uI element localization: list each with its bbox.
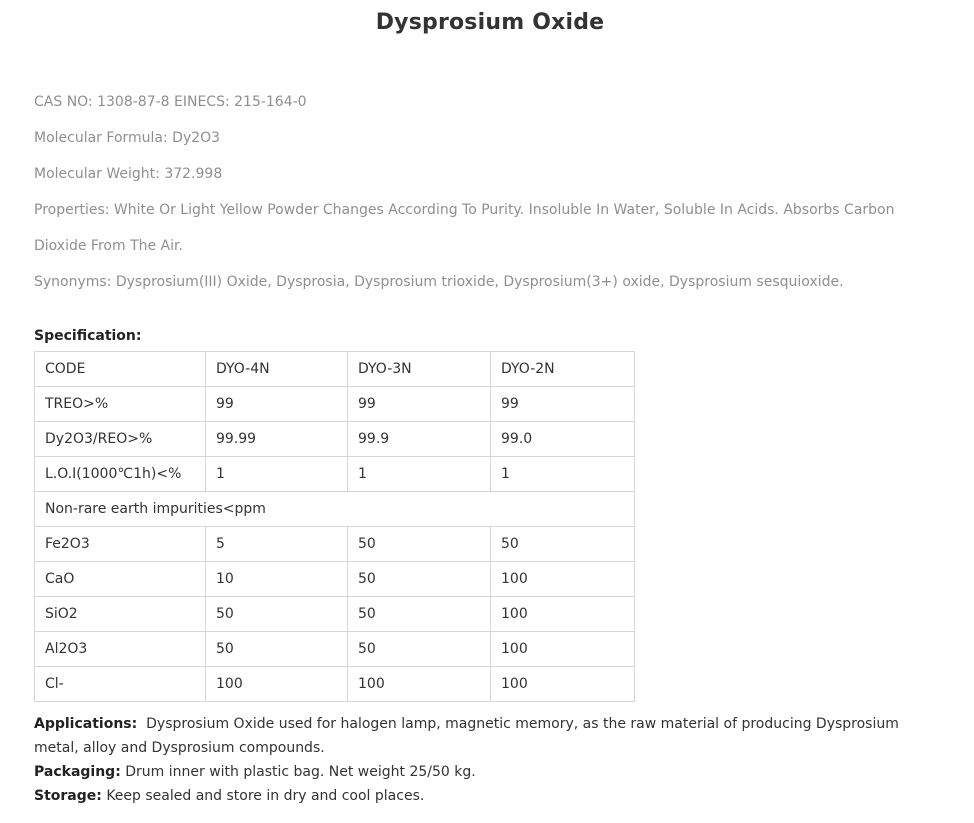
molecular-weight: Molecular Weight: 372.998 (34, 166, 223, 182)
table-row (35, 422, 635, 457)
section-cell: Non-rare earth impurities<ppm (35, 492, 635, 527)
table-cell: 100 (491, 562, 635, 597)
product-notes (34, 712, 944, 808)
table-cell: CaO (35, 562, 206, 597)
table-header-row (35, 352, 635, 387)
applications (34, 712, 944, 760)
table-cell: 1 (491, 457, 635, 492)
table-cell: 1 (206, 457, 348, 492)
table-cell: 50 (491, 527, 635, 562)
table-cell: 50 (206, 632, 348, 667)
table-cell: Fe2O3 (35, 527, 206, 562)
table-cell: 100 (491, 632, 635, 667)
table-cell: 99.99 (206, 422, 348, 457)
table-cell: L.O.I(1000℃1h)<% (35, 457, 206, 492)
table-cell: 99.0 (491, 422, 635, 457)
header-cell: DYO-3N (348, 352, 491, 387)
table-cell: 99 (206, 387, 348, 422)
table-cell: 99 (348, 387, 491, 422)
molecular-formula: Molecular Formula: Dy2O3 (34, 130, 221, 146)
table-cell: 100 (491, 667, 635, 702)
header-cell: CODE (35, 352, 206, 387)
table-row (35, 457, 635, 492)
properties: Properties: White Or Light Yellow Powder Changes According To Purity. Insoluble In Water, Soluble In Acids. Absorbs Carbon Dioxide From The Air. (34, 202, 895, 254)
table-cell: Dy2O3/REO>% (35, 422, 206, 457)
table-cell: 50 (206, 597, 348, 632)
storage-label: Storage: (34, 788, 102, 804)
table-cell: 50 (348, 632, 491, 667)
synonyms: Synonyms: Dysprosium(III) Oxide, Dysprosia, Dysprosium trioxide, Dysprosium(3+) oxide, Dysprosium sesquioxide. (34, 274, 844, 290)
packaging-label: Packaging: (34, 764, 121, 780)
specification-heading: Specification: (34, 328, 142, 344)
header-cell: DYO-2N (491, 352, 635, 387)
table-row (35, 597, 635, 632)
table-row (35, 667, 635, 702)
table-cell: Al2O3 (35, 632, 206, 667)
table-cell: 50 (348, 597, 491, 632)
table-row (35, 632, 635, 667)
cas-number: CAS NO: 1308-87-8 EINECS: 215-164-0 (34, 94, 307, 110)
packaging-text: Drum inner with plastic bag. Net weight 25/50 kg. (125, 764, 476, 780)
table-cell: 50 (348, 562, 491, 597)
header-cell: DYO-4N (206, 352, 348, 387)
table-row (35, 562, 635, 597)
storage-text: Keep sealed and store in dry and cool places. (106, 788, 425, 804)
table-cell: SiO2 (35, 597, 206, 632)
table-cell: 10 (206, 562, 348, 597)
table-cell: 99 (491, 387, 635, 422)
packaging (34, 760, 944, 784)
applications-text: Dysprosium Oxide used for halogen lamp, magnetic memory, as the raw material of producing Dysprosium metal, alloy and Dysprosium compounds. (34, 716, 899, 756)
product-info (34, 84, 944, 300)
table-row (35, 387, 635, 422)
page-title: Dysprosium Oxide (375, 10, 605, 35)
specification-table (34, 351, 635, 702)
table-row (35, 527, 635, 562)
table-section-row (35, 492, 635, 527)
table-cell: 5 (206, 527, 348, 562)
storage (34, 784, 944, 808)
table-cell: 99.9 (348, 422, 491, 457)
table-cell: TREO>% (35, 387, 206, 422)
table-cell: 1 (348, 457, 491, 492)
table-cell: Cl- (35, 667, 206, 702)
table-cell: 50 (348, 527, 491, 562)
table-cell: 100 (206, 667, 348, 702)
table-cell: 100 (491, 597, 635, 632)
applications-label: Applications: (34, 716, 138, 732)
table-cell: 100 (348, 667, 491, 702)
